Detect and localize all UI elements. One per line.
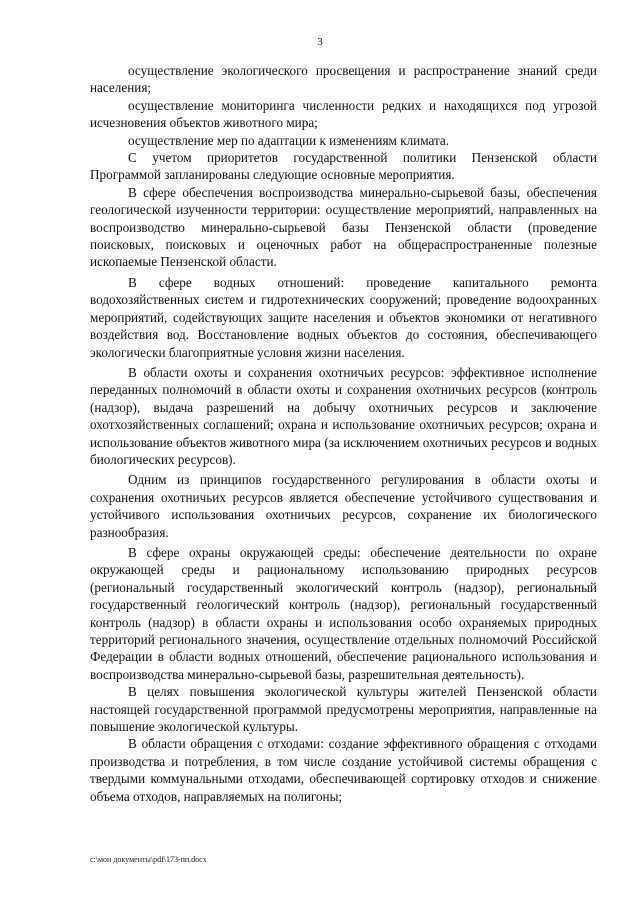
footer-file-path: c:\мои документы\pdf\173-пп.docx xyxy=(90,855,207,864)
paragraph-waste-management: В области обращения с отходами: создание эффективного обращения с отходами производства и потребления, в том числе создание устойчивой системы обращения с твердыми коммунальными отходами, обеспечивающей сортировку отходов и снижение объема отходов, направляемых на полигоны; xyxy=(90,736,597,804)
paragraph-monitoring: осуществление мониторинга численности редких и находящихся под угрозой исчезновения объектов животного мира; xyxy=(90,97,597,131)
paragraph-climate: осуществление мер по адаптации к изменениям климата. xyxy=(128,132,450,148)
page-number: 3 xyxy=(317,36,323,48)
paragraph-water-relations: В сфере водных отношений: проведение капитального ремонта водохозяйственных систем и гидротехнических сооружений; проведение водоохранных мероприятий, содействующих защите населения и объектов экономики от негативного воздействия вод. Восстановление водных объектов до состояния, обеспечивающего экологически благоприятные условия жизни населения. xyxy=(90,274,597,360)
document-body xyxy=(90,62,597,805)
paragraph-ecological-culture: В целях повышения экологической культуры жителей Пензенской области настоящей государственной программой предусмотрены мероприятия, направленные на повышение экологической культуры. xyxy=(90,684,597,735)
paragraph-mineral-resources: В сфере обеспечения воспроизводства минерально-сырьевой базы, обеспечения геологической изученности территории: осуществление мероприятий, направленных на воспроизводство минерально-сырьевой базы Пензенской области (проведение поисковых, поисковых и оценочных работ на общераспространенные полезные ископаемые Пензенской области. xyxy=(90,184,597,270)
paragraph-environment-protection: В сфере охраны окружающей среды: обеспечение деятельности по охране окружающей среды и рациональному использованию природных ресурсов (региональный государственный экологический контроль (надзор), региональный государственный геологический контроль (надзор), региональный государственный контроль (надзор) в области охраны и использования особо охраняемых природных территорий регионального значения, осуществление отдельных полномочий Российской Федерации в области водных отношений, обеспечение рационального использования и воспроизводства минерально-сырьевой базы, разрешительная деятельность). xyxy=(90,544,597,682)
paragraph-priorities: С учетом приоритетов государственной политики Пензенской области Программой запланированы следующие основные мероприятия. xyxy=(90,150,597,183)
paragraph-hunting-principles: Одним из принципов государственного регулирования в области охоты и сохранения охотничьих ресурсов является обеспечение устойчивого существования и устойчивого использования охотничьих ресурсов, сохранение их биологического разнообразия. xyxy=(90,472,597,540)
paragraph-hunting: В области охоты и сохранения охотничьих ресурсов: эффективное исполнение переданных полномочий в области охоты и сохранения охотничьих ресурсов (контроль (надзор), выдача разрешений на добычу охотничьих ресурсов и заключение охотхозяйственных соглашений; охрана и использование охотничьих ресурсов; охрана и использование объектов животного мира (за исключением охотничьих ресурсов и водных биологических ресурсов). xyxy=(90,364,597,467)
paragraph-education: осуществление экологического просвещения и распространение знаний среди населения; xyxy=(90,63,597,96)
